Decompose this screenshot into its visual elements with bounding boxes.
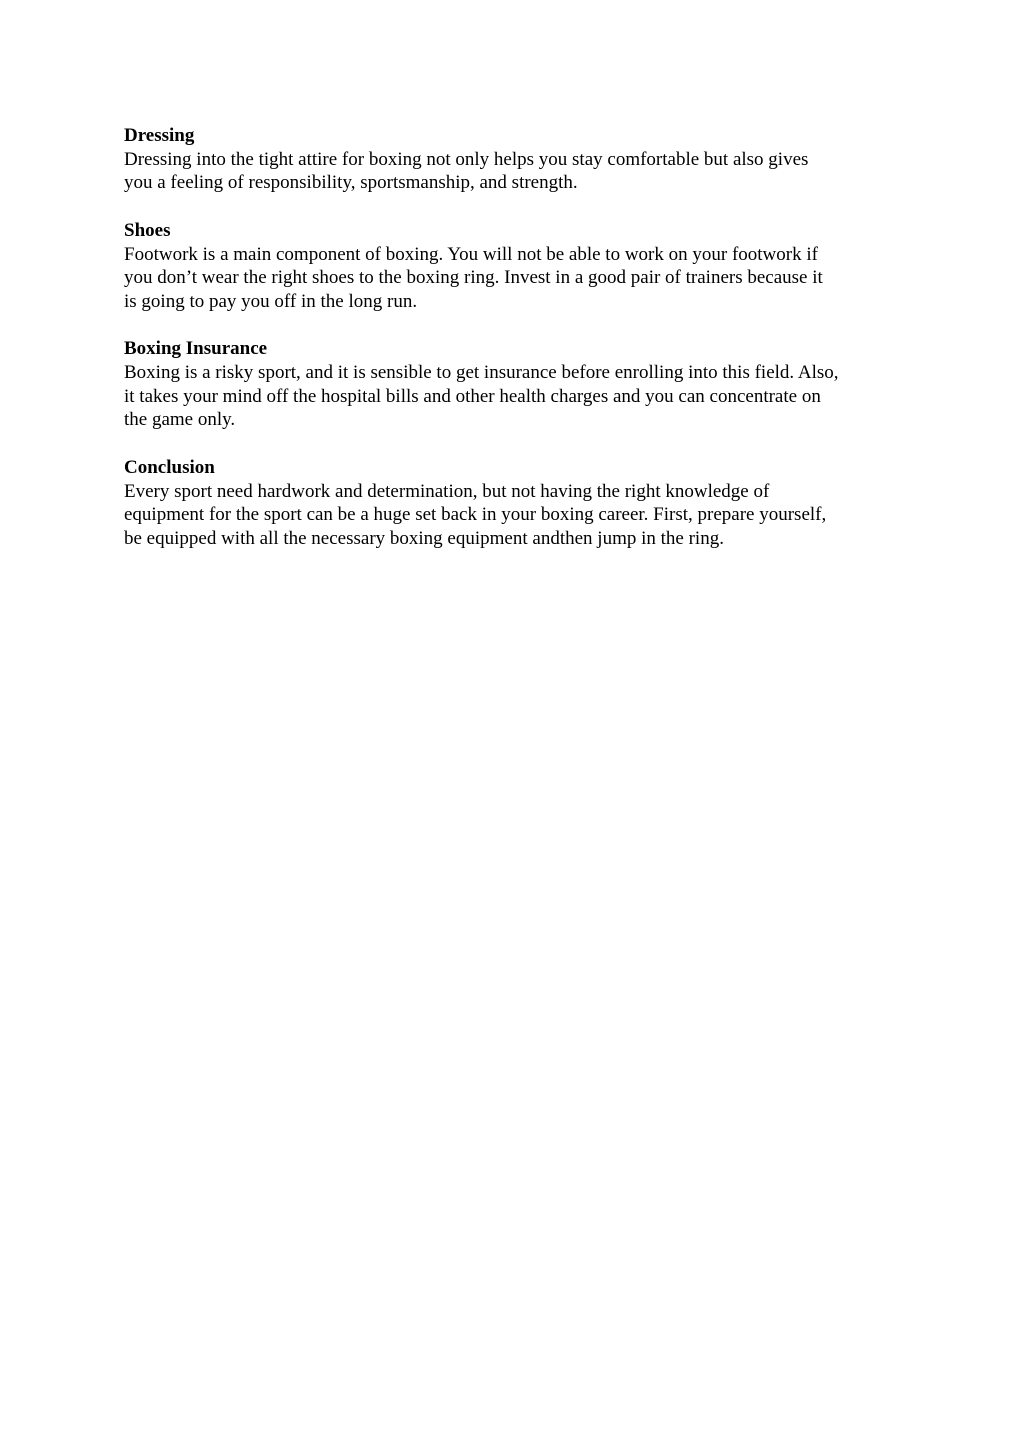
section-shoes	[124, 219, 914, 314]
paragraph-line: Dressing into the tight attire for boxing not only helps you stay comfortable but also gives	[124, 148, 809, 170]
section-heading: Conclusion	[124, 456, 215, 478]
section-heading: Shoes	[124, 219, 171, 241]
paragraph-line: it takes your mind off the hospital bills and other health charges and you can concentrate on	[124, 385, 821, 407]
section-heading: Boxing Insurance	[124, 338, 268, 360]
section-boxing-insurance	[124, 337, 914, 432]
document-page	[124, 124, 914, 574]
paragraph-line: is going to pay you off in the long run.	[124, 290, 418, 312]
paragraph-line: you a feeling of responsibility, sportsmanship, and strength.	[124, 172, 578, 194]
paragraph-line: Footwork is a main component of boxing. You will not be able to work on your footwork if	[124, 243, 818, 265]
section-conclusion	[124, 456, 914, 551]
section-dressing	[124, 124, 914, 195]
paragraph-line: Boxing is a risky sport, and it is sensible to get insurance before enrolling into this field. Also,	[124, 362, 839, 383]
paragraph-line: Every sport need hardwork and determination, but not having the right knowledge of	[124, 480, 770, 502]
paragraph-line: equipment for the sport can be a huge set back in your boxing career. First, prepare yourself,	[124, 504, 827, 526]
section-heading: Dressing	[124, 125, 195, 146]
paragraph-line: you don’t wear the right shoes to the boxing ring. Invest in a good pair of trainers because it	[124, 267, 823, 289]
paragraph-line: be equipped with all the necessary boxing equipment andthen jump in the ring.	[124, 527, 724, 549]
paragraph-line: the game only.	[124, 409, 236, 431]
